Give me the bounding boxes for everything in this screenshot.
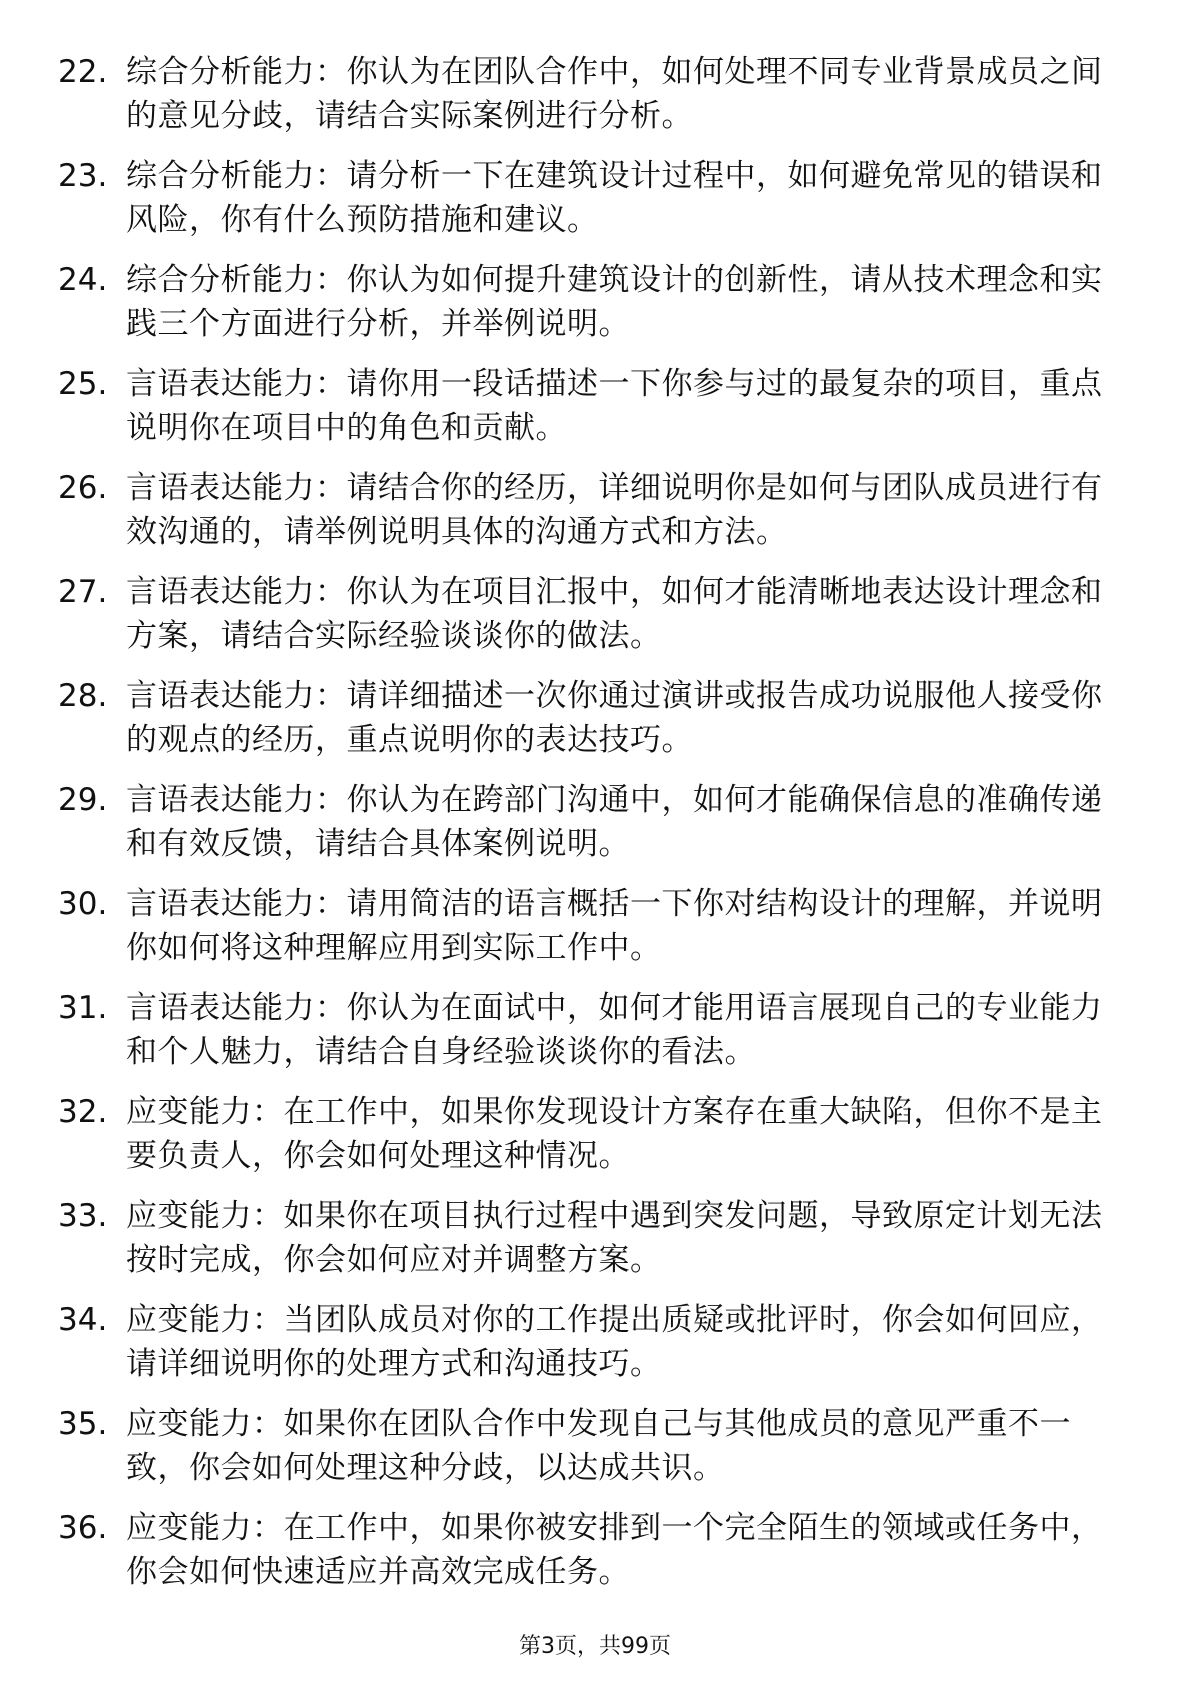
question-item [58, 778, 1128, 882]
question-item [58, 986, 1128, 1090]
question-number: 27. [58, 574, 108, 610]
question-item [58, 570, 1128, 674]
question-text: 言语表达能力：请结合你的经历，详细说明你是如何与团队成员进行有效沟通的，请举例说明具体的沟通方式和方法。 [126, 470, 1103, 550]
question-number: 25. [58, 366, 108, 402]
question-number: 26. [58, 470, 108, 506]
question-item [58, 154, 1128, 258]
question-number: 32. [58, 1094, 108, 1130]
question-item [58, 258, 1128, 362]
question-text: 应变能力：如果你在项目执行过程中遇到突发问题，导致原定计划无法按时完成，你会如何应对并调整方案。 [126, 1198, 1103, 1278]
question-number: 35. [58, 1406, 108, 1442]
question-text: 言语表达能力：请用简洁的语言概括一下你对结构设计的理解，并说明你如何将这种理解应用到实际工作中。 [126, 886, 1103, 966]
question-number: 31. [58, 990, 108, 1026]
question-text: 言语表达能力：你认为在项目汇报中，如何才能清晰地表达设计理念和方案，请结合实际经验谈谈你的做法。 [126, 574, 1103, 654]
question-number: 30. [58, 886, 108, 922]
question-number: 33. [58, 1198, 108, 1234]
question-list [58, 50, 1128, 1610]
question-number: 22. [58, 54, 108, 90]
question-item [58, 362, 1128, 466]
question-number: 24. [58, 262, 108, 298]
question-number: 36. [58, 1510, 108, 1546]
question-text: 言语表达能力：请你用一段话描述一下你参与过的最复杂的项目，重点说明你在项目中的角色和贡献。 [126, 366, 1103, 446]
question-text: 言语表达能力：请详细描述一次你通过演讲或报告成功说服他人接受你的观点的经历，重点说明你的表达技巧。 [126, 678, 1103, 758]
question-text: 言语表达能力：你认为在面试中，如何才能用语言展现自己的专业能力和个人魅力，请结合自身经验谈谈你的看法。 [126, 990, 1103, 1070]
question-text: 言语表达能力：你认为在跨部门沟通中，如何才能确保信息的准确传递和有效反馈，请结合具体案例说明。 [126, 782, 1103, 862]
question-item [58, 1090, 1128, 1194]
question-item [58, 50, 1128, 154]
question-text: 综合分析能力：你认为在团队合作中，如何处理不同专业背景成员之间的意见分歧，请结合实际案例进行分析。 [126, 54, 1103, 134]
question-item [58, 1194, 1128, 1298]
question-text: 综合分析能力：请分析一下在建筑设计过程中，如何避免常见的错误和风险，你有什么预防措施和建议。 [126, 158, 1103, 238]
question-item [58, 882, 1128, 986]
question-item [58, 1402, 1128, 1506]
page-number-footer: 第3页，共99页 [519, 1634, 671, 1659]
question-text: 综合分析能力：你认为如何提升建筑设计的创新性，请从技术理念和实践三个方面进行分析，并举例说明。 [126, 262, 1103, 342]
question-text: 应变能力：如果你在团队合作中发现自己与其他成员的意见严重不一致，你会如何处理这种分歧，以达成共识。 [126, 1406, 1071, 1486]
question-text: 应变能力：在工作中，如果你被安排到一个完全陌生的领域或任务中，你会如何快速适应并高效完成任务。 [126, 1510, 1103, 1590]
question-text: 应变能力：在工作中，如果你发现设计方案存在重大缺陷，但你不是主要负责人，你会如何处理这种情况。 [126, 1094, 1103, 1174]
question-number: 29. [58, 782, 108, 818]
question-number: 28. [58, 678, 108, 714]
question-item [58, 1506, 1128, 1610]
question-number: 23. [58, 158, 108, 194]
question-item [58, 466, 1128, 570]
question-item [58, 674, 1128, 778]
question-item [58, 1298, 1128, 1402]
question-number: 34. [58, 1302, 108, 1338]
question-text: 应变能力：当团队成员对你的工作提出质疑或批评时，你会如何回应，请详细说明你的处理方式和沟通技巧。 [126, 1302, 1103, 1382]
